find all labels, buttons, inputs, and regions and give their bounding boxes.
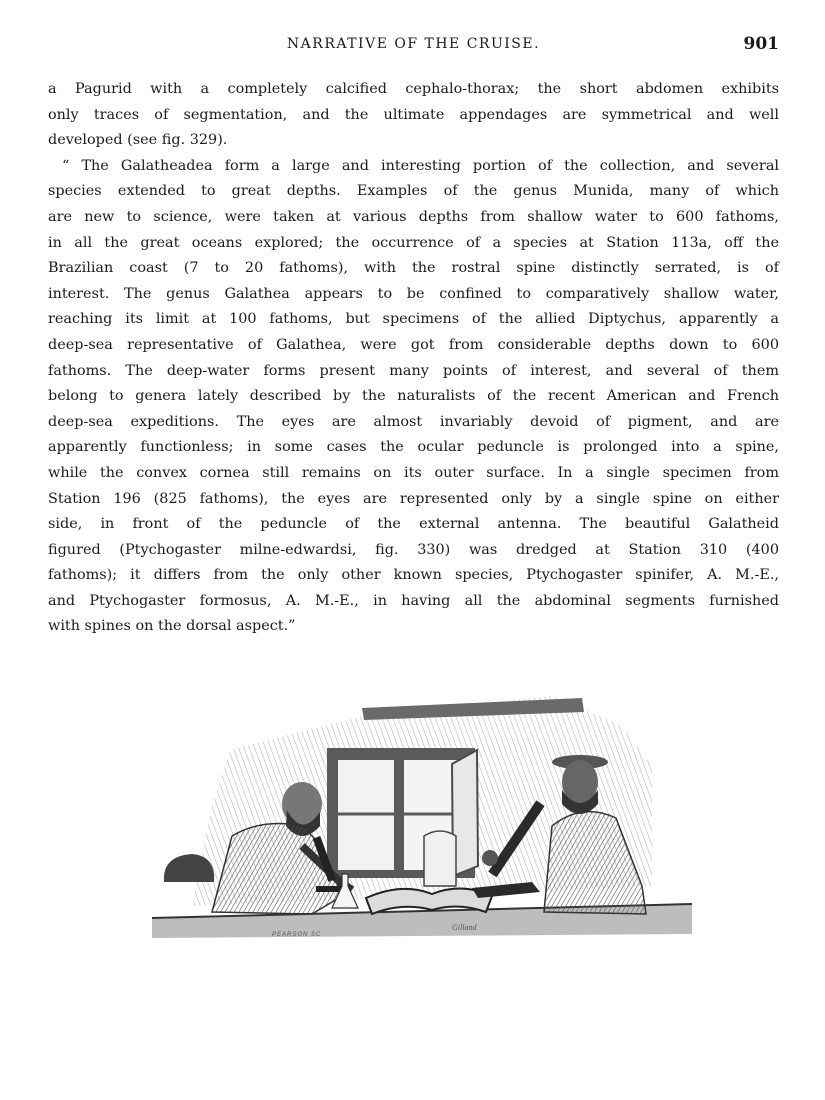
bell-jar: [424, 831, 456, 886]
text-line: “ The Galatheadea form a large and interesting portion of the collection, and several: [62, 157, 779, 174]
text-line: deep-sea expeditions. The eyes are almost invariably devoid of pigment, and are: [48, 413, 779, 430]
text-line: developed (see fig. 329).: [48, 132, 228, 149]
running-head: [48, 34, 779, 56]
text-line: belong to genera lately described by the naturalists of the recent American and French: [48, 388, 779, 405]
text-line: fathoms); it differs from the only other known species, Ptychogaster spinifer, A. M.-E.,: [48, 567, 779, 584]
text-line: interest. The genus Galathea appears to be confined to comparatively shallow water,: [48, 285, 779, 302]
text-line: Station 196 (825 fathoms), the eyes are represented only by a single spine on either: [48, 490, 779, 507]
text-line: fathoms. The deep-water forms present many points of interest, and several of them: [48, 362, 779, 379]
laboratory-engraving: [152, 686, 692, 948]
text-line: in all the great oceans explored; the occurrence of a species at Station 113a, off the: [48, 234, 779, 251]
text-line: are new to science, were taken at various depths from shallow water to 600 fathoms,: [48, 208, 779, 225]
text-line: while the convex cornea still remains on its outer surface. In a single specimen from: [48, 464, 779, 481]
engraver-signature: PEARSON SC: [272, 932, 322, 938]
text-line: apparently functionless; in some cases the ocular peduncle is prolonged into a spine,: [48, 439, 779, 456]
page-number: 901: [743, 34, 779, 54]
artist-signature: Gilland: [452, 923, 477, 932]
text-line: Brazilian coast (7 to 20 fathoms), with the rostral spine distinctly serrated, is of: [48, 260, 779, 277]
text-line: a Pagurid with a completely calcified cephalo-thorax; the short abdomen exhibits: [48, 81, 779, 97]
text-line: and Ptychogaster formosus, A. M.-E., in having all the abdominal segments furnished: [48, 592, 779, 609]
text-line: side, in front of the peduncle of the external antenna. The beautiful Galatheid: [48, 516, 779, 533]
text-line: deep-sea representative of Galathea, were got from considerable depths down to 600: [48, 336, 779, 353]
text-line: with spines on the dorsal aspect.”: [48, 618, 296, 635]
text-line: figured (Ptychogaster milne-edwardsi, fig. 330) was dredged at Station 310 (400: [48, 541, 779, 558]
text-line: only traces of segmentation, and the ultimate appendages are symmetrical and well: [48, 106, 779, 123]
text-line: reaching its limit at 100 fathoms, but specimens of the allied Diptychus, apparently a: [48, 311, 779, 328]
body-text: [48, 77, 779, 640]
engraving-figure: [152, 686, 692, 948]
text-line: species extended to great depths. Examples of the genus Munida, many of which: [48, 183, 779, 200]
running-title: NARRATIVE OF THE CRUISE.: [286, 36, 541, 52]
